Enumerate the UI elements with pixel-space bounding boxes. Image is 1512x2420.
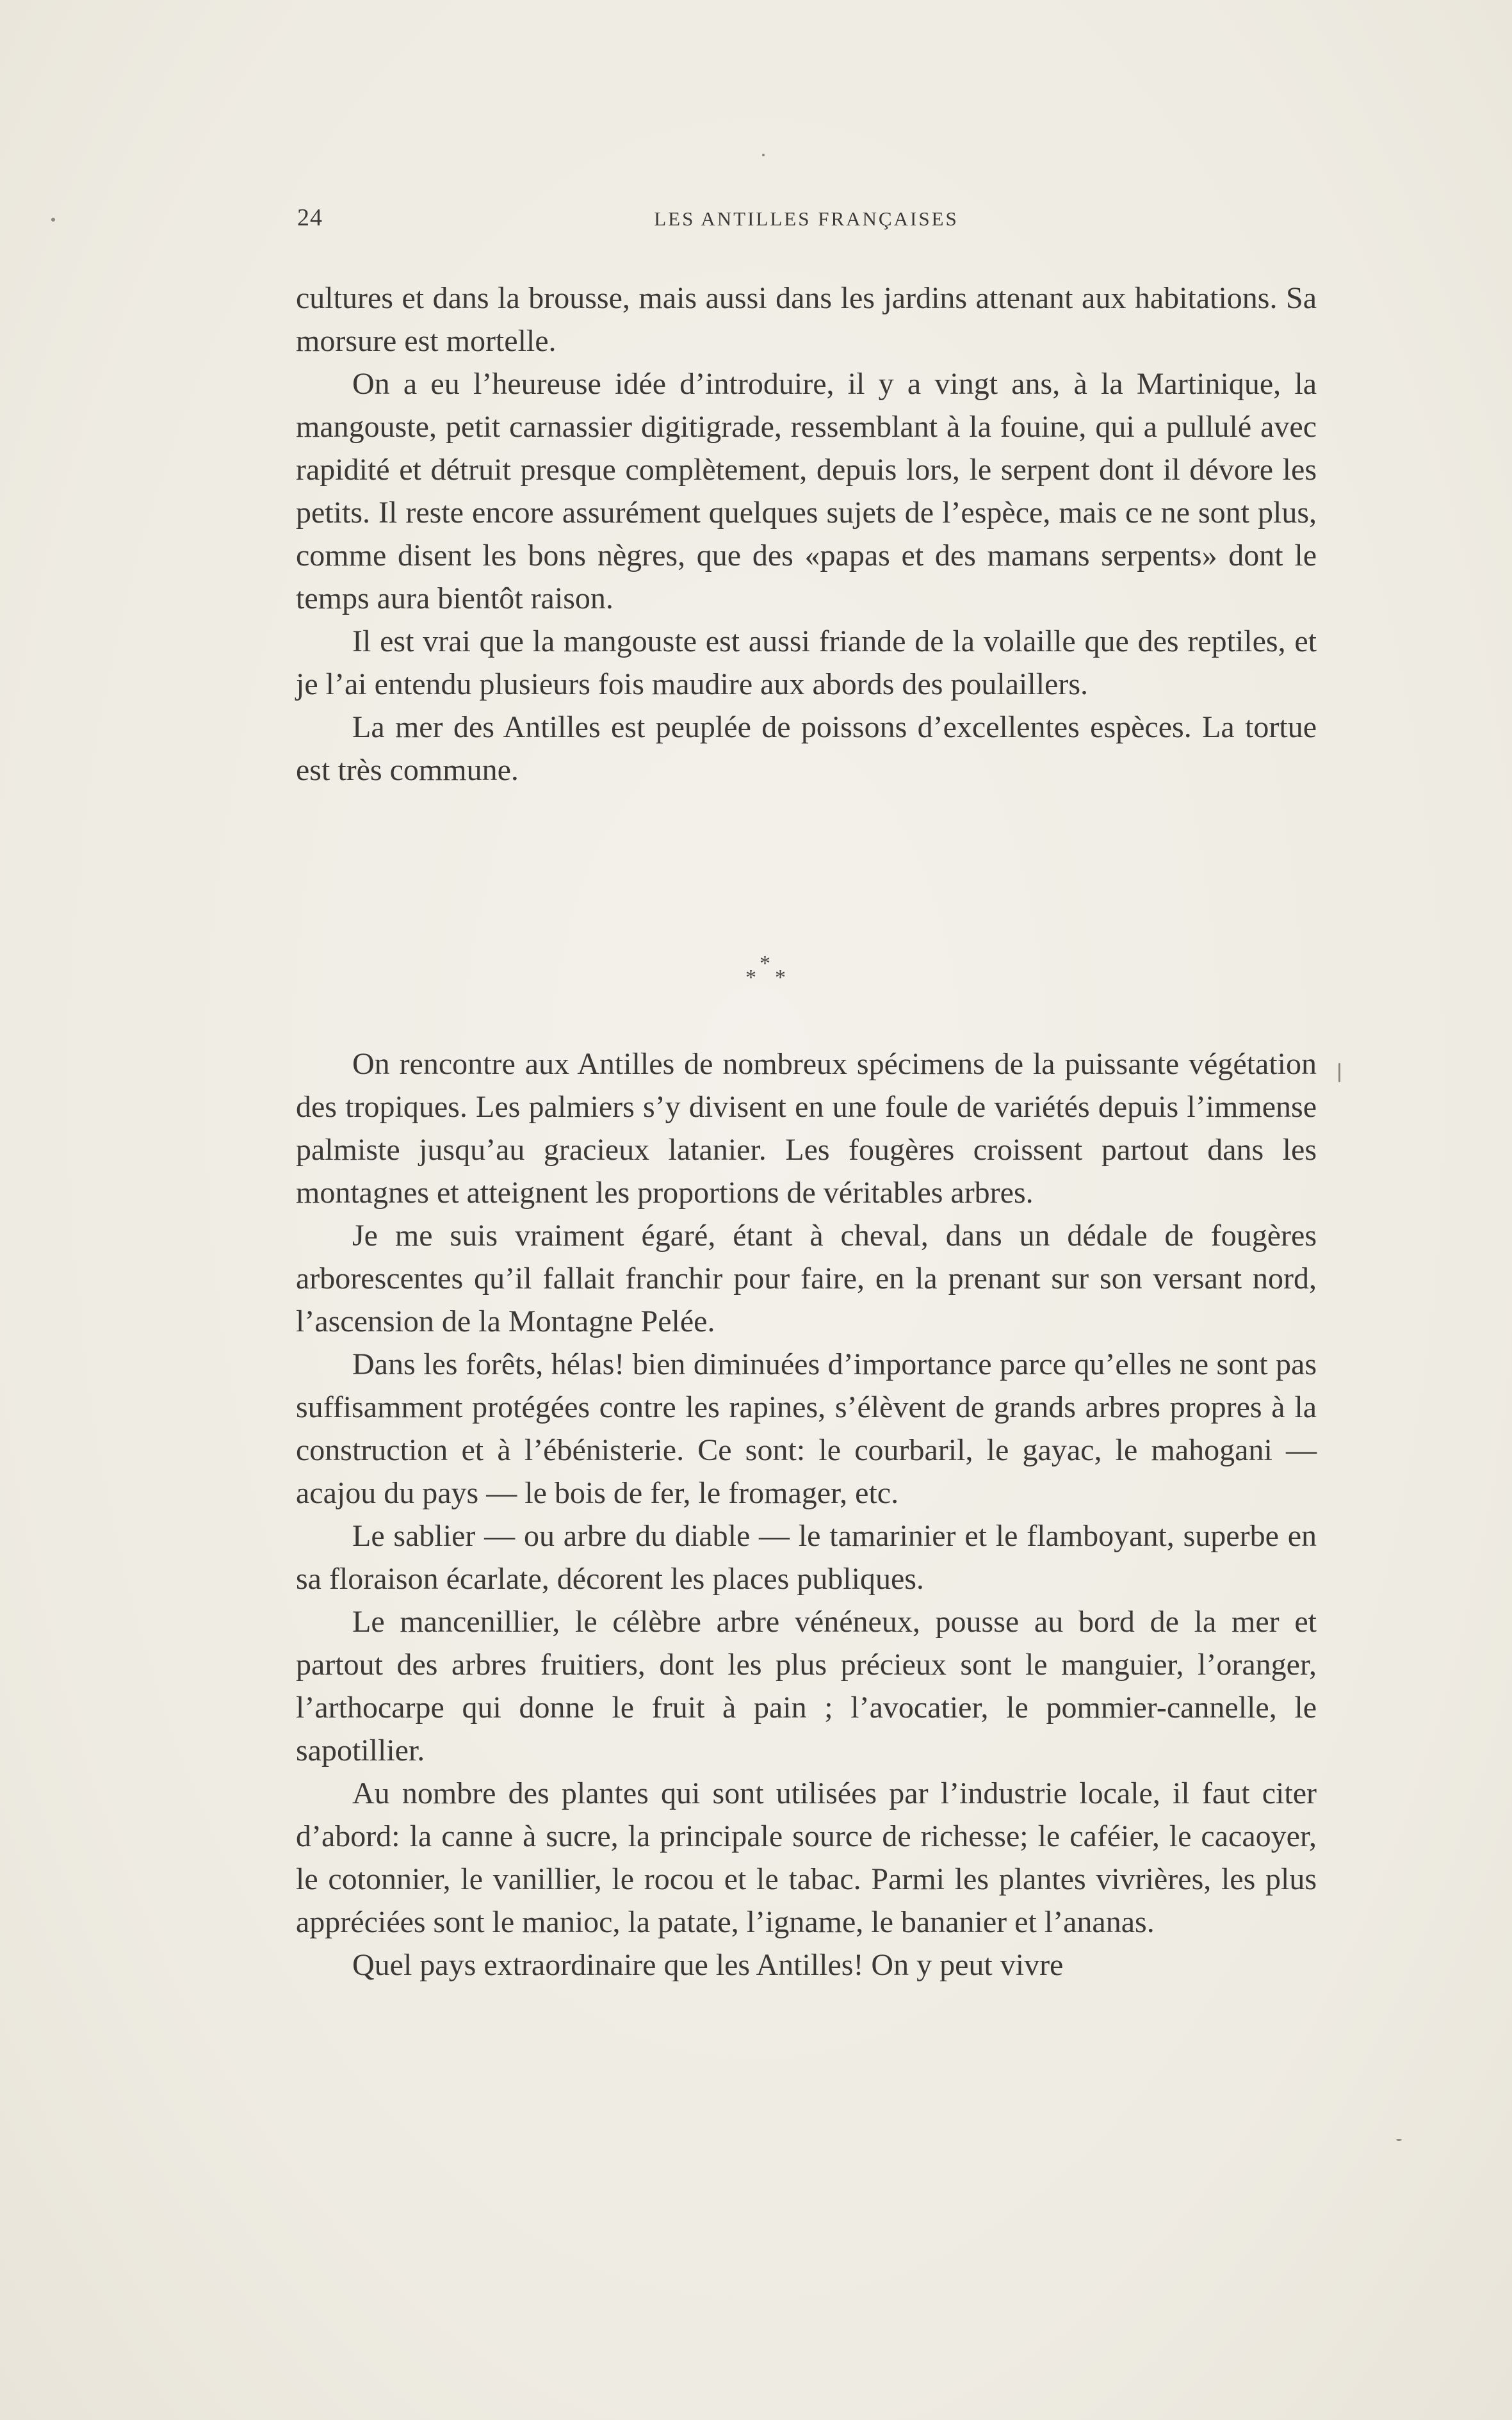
asterism-divider: [743, 952, 794, 996]
paragraph: Je me suis vraiment égaré, étant à cheval, dans un dédale de fougères arborescentes qu’il fallait franchir pour faire, en la prenant sur son versant nord, l’ascension de la Montagne Pelée.: [296, 1219, 1317, 1338]
asterisk-left: *: [745, 966, 756, 989]
paragraph: On a eu l’heureuse idée d’introduire, il y a vingt ans, à la Martinique, la mangouste, petit carnassier digitigrade, ressemblant à la fouine, qui a pullulé avec rapidité et détruit presque complètement, depuis lors, le serpent dont il dévore les petits. Il reste encore assurément quelques sujets de l’espèce, mais ce ne sont plus, comme disent les bons nègres, que des «papas et des mamans serpents» dont le temps aura bientôt raison.: [296, 367, 1317, 615]
paragraph: cultures et dans la brousse, mais aussi dans les jardins attenant aux habitations. Sa morsure est mortelle.: [296, 281, 1317, 358]
paper-speck: [1396, 2139, 1402, 2141]
paragraph: Le mancenillier, le célèbre arbre vénéneux, pousse au bord de la mer et partout des arbres fruitiers, dont les plus précieux sont le manguier, l’oranger, l’arthocarpe qui donne le fruit à pain ; l’avocatier, le pommier-cannelle, le sapotillier.: [296, 1605, 1317, 1767]
paragraph: Dans les forêts, hélas! bien diminuées d’importance parce qu’elles ne sont pas suffisamment protégées contre les rapines, s’élèvent de grands arbres propres à la construction et à l’ébénisterie. Ce sont: le courbaril, le gayac, le mahogani — acajou du pays — le bois de fer, le fromager, etc.: [296, 1347, 1317, 1510]
page-header: [297, 204, 1315, 242]
asterisk-right: *: [775, 966, 786, 989]
section-fauna: [296, 277, 1317, 792]
paragraph: Quel pays extraordinaire que les Antilles! On y peut vivre: [352, 1948, 1064, 1982]
paper-speck: [762, 154, 765, 156]
paragraph: Le sablier — ou arbre du diable — le tamarinier et le flamboyant, superbe en sa floraison écarlate, décorent les places publiques.: [296, 1519, 1317, 1596]
asterisk-top: *: [760, 952, 770, 975]
paper-speck: [51, 218, 55, 222]
running-title: LES ANTILLES FRANÇAISES: [654, 207, 959, 230]
section-vegetation: [296, 1043, 1317, 1986]
page-number: 24: [297, 204, 323, 231]
paragraph: La mer des Antilles est peuplée de poissons d’excellentes espèces. La tortue est très commune.: [296, 710, 1317, 787]
paragraph: On rencontre aux Antilles de nombreux spécimens de la puissante végétation des tropiques. Les palmiers s’y divisent en une foule de variétés depuis l’immense palmiste jusqu’au gracieux latanier. Les fougères croissent partout dans les montagnes et atteignent les proportions de véritables arbres.: [296, 1047, 1317, 1210]
paragraph: Il est vrai que la mangouste est aussi friande de la volaille que des reptiles, et je l’ai entendu plusieurs fois maudire aux abords des poulaillers.: [296, 624, 1317, 701]
paper-speck: [1338, 1063, 1340, 1082]
paragraph: Au nombre des plantes qui sont utilisées par l’industrie locale, il faut citer d’abord: la canne à sucre, la principale source de richesse; le caféier, le cacaoyer, le cotonnier, le vanillier, le rocou et le tabac. Parmi les plantes vivrières, les plus appréciées sont le manioc, la patate, l’igname, le bananier et l’ananas.: [296, 1776, 1317, 1939]
